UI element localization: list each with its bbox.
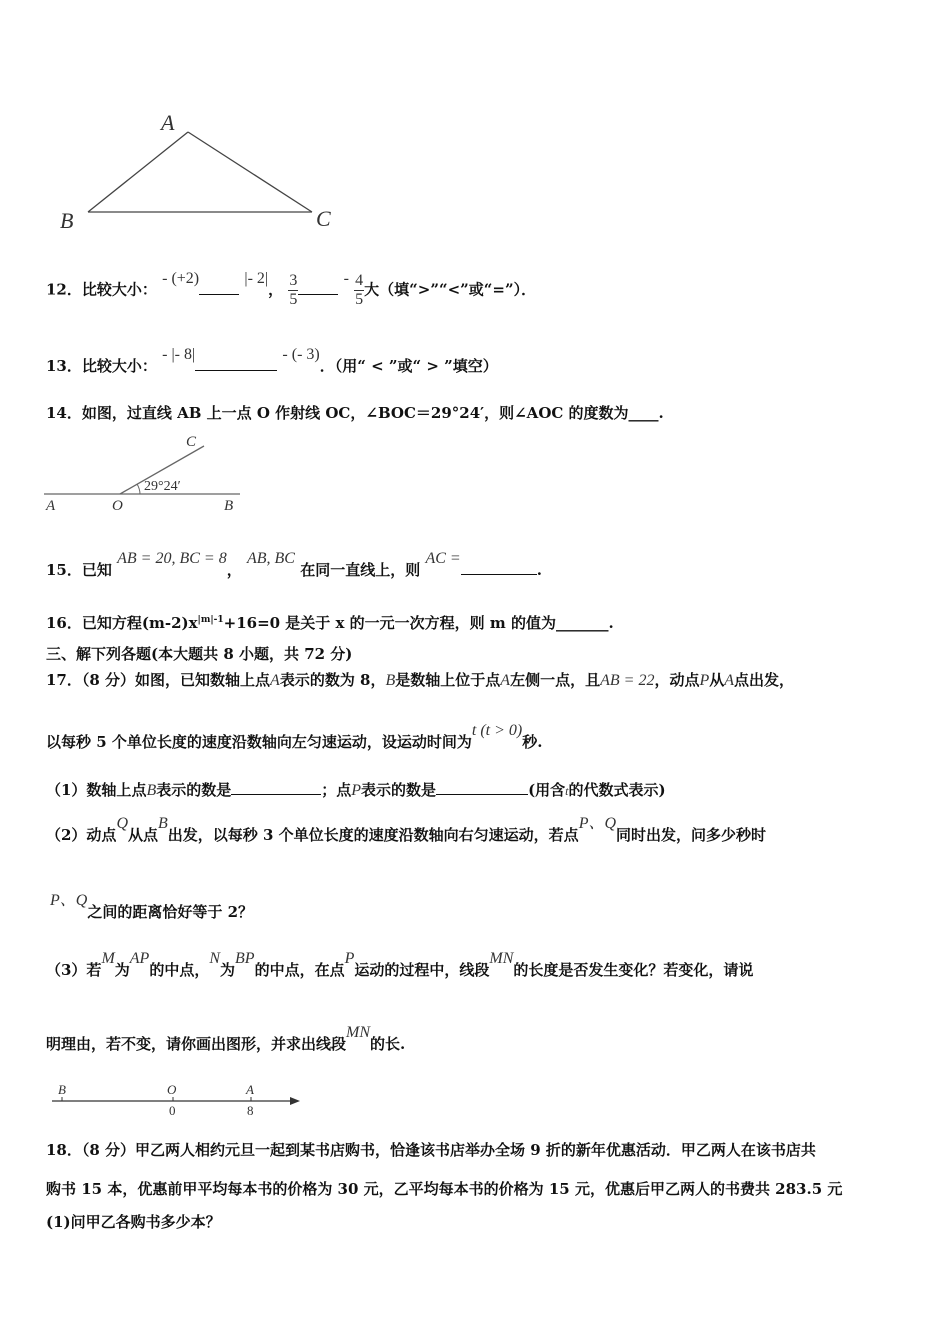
q14-label-c: C [186, 434, 197, 450]
q15-condition: AB = 20, BC = 8 [117, 550, 227, 567]
question-18-line-1: 18．（8 分）甲乙两人相约元旦一起到某书店购书，恰逢该书店举办全场 9 折的新年优惠活动．甲乙两人在该书店共 [46, 1141, 816, 1159]
q13-expr2: - (- 3) [282, 346, 320, 363]
section-3-title: 三、解下列各题(本大题共 8 小题，共 72 分) [46, 645, 353, 663]
question-15 [46, 550, 542, 581]
q15-end: . [536, 561, 542, 579]
question-17-part-2-cont: P、Q之间的距离恰好等于 2？ [50, 892, 254, 921]
triangle-label-a: A [161, 110, 175, 135]
q16-exponent: |m|-1 [197, 615, 224, 625]
question-17-part-1: （1）数轴上点B表示的数是 ；点P表示的数是 (用含t的代数式表示) [46, 781, 666, 799]
q15-points: AB, BC [246, 550, 295, 567]
q15-mid: 在同一直线上，则 [300, 561, 421, 579]
q17-number-line [48, 1078, 308, 1120]
q12-fraction-1: $\frac{3}{5}$ [289, 272, 298, 308]
question-18-line-2: 购书 15 本，优惠前甲平均每本书的价格为 30 元，乙平均每本书的价格为 15 元，优惠后甲乙两人的书费共 283.5 元 [46, 1180, 843, 1198]
q12-tail: 大（填“>”“<”或“=”）． [364, 280, 537, 299]
q15-number: 15．已知 [46, 561, 112, 579]
q17-blank-p[interactable] [436, 780, 528, 795]
question-17-part-3: （3）若M为AP的中点，N为BP的中点，在点P运动的过程中，线段MN的长度是否发生变化？若变化，请说 [46, 950, 754, 979]
q13-expr1: - |- 8| [162, 346, 196, 363]
q15-blank[interactable] [461, 560, 537, 575]
number-line-tick-8: 8 [247, 1103, 254, 1118]
q14-label-o: O [112, 498, 123, 514]
question-17-line-2: 以每秒 5 个单位长度的速度沿数轴向左匀速运动，设运动时间为t (t > 0)秒. [46, 722, 543, 751]
triangle-label-c: C [316, 206, 331, 231]
q14-label-a: A [46, 498, 56, 514]
q17-time-var: t (t > 0) [471, 722, 523, 739]
question-17-part-3-cont: 明理由，若不变，请你画出图形，并求出线段MN的长. [46, 1024, 406, 1053]
question-16: 16．已知方程$(m-2)x^{|m|-1}+16=0$ 是关于 x 的一元一次方程，则 m 的值为_______. [46, 614, 614, 632]
q14-figure [44, 428, 244, 516]
triangle-side-ac [188, 132, 312, 212]
q12-blank-1[interactable] [199, 280, 239, 295]
q15-sep: ， [226, 561, 242, 579]
q13-number: 13．比较大小： [46, 357, 157, 375]
question-12 [46, 269, 537, 309]
q12-sep: ， [268, 280, 284, 299]
question-17-part-2: （2）动点Q从点B出发，以每秒 3 个单位长度的速度沿数轴向右匀速运动，若点P、Q同时出发，问多少秒时 [46, 815, 767, 844]
q12-fraction-2: $\frac{4}{5}$ [355, 272, 364, 308]
number-line-tick-0: 0 [169, 1103, 176, 1118]
q14-angle-label: 29°24′ [144, 479, 181, 494]
q12-number: 12．比较大小： [46, 280, 157, 299]
q12-neg-sign: - [343, 269, 349, 287]
triangle-label-b: B [60, 208, 74, 233]
question-13 [46, 346, 498, 377]
q17-t-var: t [565, 784, 569, 798]
triangle-side-ab [88, 132, 188, 212]
number-line-arrow [290, 1097, 300, 1105]
number-line-label-b: B [58, 1082, 66, 1097]
q12-expr2: |- 2| [244, 269, 269, 287]
number-line-label-a: A [246, 1082, 254, 1097]
triangle-figure [50, 108, 350, 238]
q13-blank[interactable] [195, 356, 277, 371]
q15-ac: AC = [425, 550, 461, 567]
question-14: 14．如图，过直线 AB 上一点 O 作射线 OC，∠BOC＝29°24′，则∠AOC 的度数为____. [46, 404, 664, 422]
question-18-line-3: (1)问甲乙各购书多少本？ [46, 1213, 221, 1231]
q12-blank-2[interactable] [298, 280, 338, 295]
number-line-label-o: O [167, 1082, 177, 1097]
q14-label-b: B [224, 498, 234, 514]
q12-expr1: - (+2) [162, 269, 200, 287]
q17-blank-b[interactable] [231, 780, 321, 795]
q14-angle-arc [137, 484, 140, 494]
question-17-line-1: 17．（8 分）如图，已知数轴上点A表示的数为 8，B是数轴上位于点A左侧一点，且AB = 22，动点P从A点出发， [46, 671, 795, 689]
q13-tail: ．（用“ < ”或“ > ”填空） [319, 357, 498, 375]
